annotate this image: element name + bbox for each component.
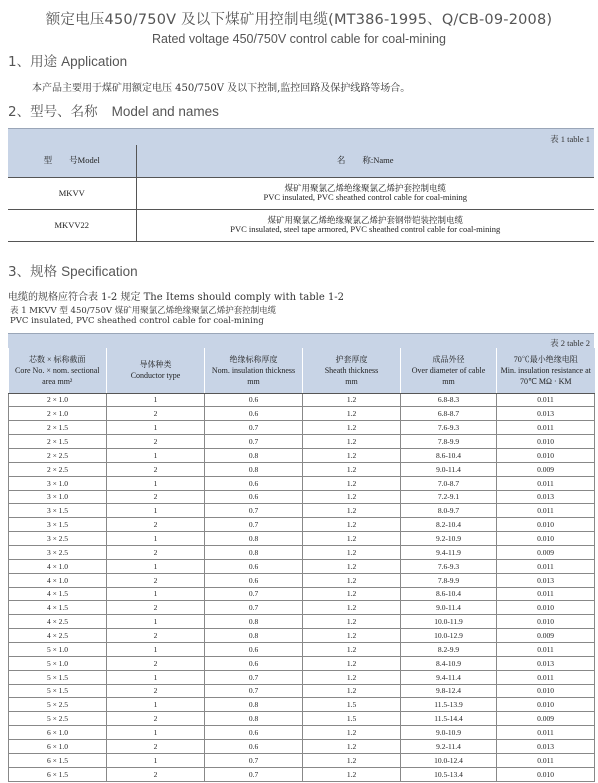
insulation-thickness-cell: 0.8 <box>205 532 303 546</box>
conductor-type-cell: 2 <box>107 767 205 781</box>
sheath-thickness-cell: 1.2 <box>303 545 401 559</box>
conductor-type-cell: 1 <box>107 753 205 767</box>
header-line: mm <box>247 376 260 386</box>
table-row <box>8 177 594 209</box>
outer-diameter-cell: 7.8-9.9 <box>401 435 497 449</box>
insulation-resistance-cell: 0.011 <box>497 670 595 684</box>
outer-diameter-cell: 10.0-12.9 <box>401 629 497 643</box>
insulation-resistance-cell: 0.011 <box>497 753 595 767</box>
table-row <box>9 739 595 753</box>
page-title: 额定电压450/750V 及以下煤矿用控制电缆(MT386-1995、Q/CB-09-2008) <box>45 12 553 28</box>
conductor-type-cell: 2 <box>107 462 205 476</box>
model-cell: MKVV22 <box>8 209 136 241</box>
insulation-thickness-cell: 0.6 <box>205 642 303 656</box>
table-row <box>9 504 595 518</box>
insulation-resistance-cell: 0.010 <box>497 518 595 532</box>
insulation-resistance-cell: 0.010 <box>497 532 595 546</box>
page-subtitle: Rated voltage 450/750V control cable for coal-mining <box>152 32 446 46</box>
conductor-type-cell: 1 <box>107 587 205 601</box>
table-row <box>9 435 595 449</box>
table-row <box>9 767 595 781</box>
insulation-thickness-cell: 0.6 <box>205 726 303 740</box>
outer-diameter-cell: 9.0-11.4 <box>401 462 497 476</box>
core-section-cell: 6 × 1.5 <box>9 753 107 767</box>
core-section-cell: 5 × 2.5 <box>9 698 107 712</box>
core-section-cell: 3 × 1.0 <box>9 476 107 490</box>
sheath-thickness-cell: 1.2 <box>303 670 401 684</box>
section-specification-heading <box>8 260 138 280</box>
insulation-resistance-cell: 0.009 <box>497 712 595 726</box>
sheath-thickness-cell: 1.2 <box>303 573 401 587</box>
table-row <box>9 670 595 684</box>
insulation-thickness-cell: 0.8 <box>205 615 303 629</box>
core-section-cell: 5 × 1.5 <box>9 670 107 684</box>
header-line: Over diameter of cable <box>411 365 486 375</box>
table-row <box>8 209 594 241</box>
sheath-thickness-cell: 1.2 <box>303 601 401 615</box>
conductor-type-cell: 1 <box>107 559 205 573</box>
outer-diameter-cell: 7.2-9.1 <box>401 490 497 504</box>
table-row <box>9 601 595 615</box>
insulation-thickness-cell: 0.8 <box>205 629 303 643</box>
core-section-cell: 4 × 1.0 <box>9 559 107 573</box>
table-row <box>9 615 595 629</box>
header-insulation-resistance <box>497 348 595 393</box>
conductor-type-cell: 1 <box>107 421 205 435</box>
insulation-thickness-cell: 0.7 <box>205 518 303 532</box>
table-row <box>9 698 595 712</box>
outer-diameter-cell: 9.4-11.9 <box>401 545 497 559</box>
model-table <box>8 128 594 242</box>
outer-diameter-cell: 11.5-14.4 <box>401 712 497 726</box>
sheath-thickness-cell: 1.2 <box>303 587 401 601</box>
core-section-cell: 5 × 1.5 <box>9 684 107 698</box>
header-outer-diameter <box>401 348 497 393</box>
name-cell <box>136 209 594 241</box>
table-row <box>9 518 595 532</box>
core-section-cell: 6 × 1.5 <box>9 767 107 781</box>
conductor-type-cell: 1 <box>107 393 205 407</box>
header-line: mm <box>442 376 455 386</box>
insulation-thickness-cell: 0.7 <box>205 753 303 767</box>
conductor-type-cell: 1 <box>107 476 205 490</box>
outer-diameter-cell: 9.0-11.4 <box>401 601 497 615</box>
header-conductor-type <box>107 348 205 393</box>
header-name: 名 称:Name <box>136 145 594 177</box>
insulation-thickness-cell: 0.7 <box>205 670 303 684</box>
insulation-resistance-cell: 0.010 <box>497 601 595 615</box>
insulation-resistance-cell: 0.013 <box>497 490 595 504</box>
outer-diameter-cell: 8.6-10.4 <box>401 587 497 601</box>
sheath-thickness-cell: 1.2 <box>303 518 401 532</box>
table-row <box>9 629 595 643</box>
heading-en: Specification <box>61 264 138 279</box>
conductor-type-cell: 2 <box>107 684 205 698</box>
sheath-thickness-cell: 1.2 <box>303 532 401 546</box>
core-section-cell: 6 × 1.0 <box>9 739 107 753</box>
insulation-resistance-cell: 0.011 <box>497 421 595 435</box>
sheath-thickness-cell: 1.2 <box>303 559 401 573</box>
table-row <box>9 490 595 504</box>
outer-diameter-cell: 8.6-10.4 <box>401 448 497 462</box>
insulation-thickness-cell: 0.8 <box>205 448 303 462</box>
core-section-cell: 3 × 2.5 <box>9 545 107 559</box>
heading-en: Model and names <box>111 104 219 119</box>
conductor-type-cell: 1 <box>107 615 205 629</box>
insulation-thickness-cell: 0.8 <box>205 545 303 559</box>
sheath-thickness-cell: 1.2 <box>303 476 401 490</box>
core-section-cell: 3 × 1.5 <box>9 518 107 532</box>
insulation-thickness-cell: 0.8 <box>205 698 303 712</box>
insulation-resistance-cell: 0.011 <box>497 476 595 490</box>
sheath-thickness-cell: 1.2 <box>303 629 401 643</box>
outer-diameter-cell: 9.2-11.4 <box>401 739 497 753</box>
outer-diameter-cell: 10.0-11.9 <box>401 615 497 629</box>
insulation-resistance-cell: 0.010 <box>497 615 595 629</box>
table-row <box>9 407 595 421</box>
core-section-cell: 5 × 1.0 <box>9 656 107 670</box>
table-row <box>9 684 595 698</box>
core-section-cell: 4 × 1.5 <box>9 587 107 601</box>
conductor-type-cell: 2 <box>107 601 205 615</box>
table-row <box>9 393 595 407</box>
table-row <box>9 476 595 490</box>
header-line: 70℃最小绝缘电阻 <box>513 354 578 364</box>
sheath-thickness-cell: 1.2 <box>303 462 401 476</box>
sheath-thickness-cell: 1.2 <box>303 504 401 518</box>
table-note-zh: 表 1 MKVV 型 450/750V 煤矿用聚氯乙烯绝缘聚氯乙烯护套控制电缆 <box>10 306 277 316</box>
outer-diameter-cell: 8.2-9.9 <box>401 642 497 656</box>
table-header-row <box>9 348 595 393</box>
insulation-resistance-cell: 0.013 <box>497 739 595 753</box>
name-zh: 煤矿用聚氯乙烯绝缘聚氯乙烯护套控制电缆 <box>284 183 446 193</box>
conductor-type-cell: 1 <box>107 448 205 462</box>
outer-diameter-cell: 7.6-9.3 <box>401 559 497 573</box>
outer-diameter-cell: 10.0-12.4 <box>401 753 497 767</box>
conductor-type-cell: 2 <box>107 573 205 587</box>
header-line: Nom. insulation thickness <box>211 365 296 375</box>
core-section-cell: 2 × 2.5 <box>9 448 107 462</box>
sheath-thickness-cell: 1.5 <box>303 698 401 712</box>
core-section-cell: 5 × 1.0 <box>9 642 107 656</box>
insulation-resistance-cell: 0.011 <box>497 504 595 518</box>
core-section-cell: 4 × 1.5 <box>9 601 107 615</box>
table-row <box>9 448 595 462</box>
table-caption: 表 1 table 1 <box>8 128 594 145</box>
table-row <box>9 462 595 476</box>
header-line: 绝缘标称厚度 <box>229 354 278 364</box>
section-model-heading <box>8 100 219 120</box>
sheath-thickness-cell: 1.2 <box>303 684 401 698</box>
sheath-thickness-cell: 1.2 <box>303 407 401 421</box>
sheath-thickness-cell: 1.2 <box>303 726 401 740</box>
table-row <box>9 559 595 573</box>
sheath-thickness-cell: 1.2 <box>303 753 401 767</box>
sheath-thickness-cell: 1.2 <box>303 656 401 670</box>
table-row <box>9 726 595 740</box>
table-note <box>10 306 276 326</box>
core-section-cell: 2 × 1.0 <box>9 407 107 421</box>
name-en: PVC insulated, steel tape armored, PVC sheathed control cable for coal-mining <box>230 224 501 234</box>
table-row <box>9 532 595 546</box>
conductor-type-cell: 1 <box>107 698 205 712</box>
table-row <box>9 642 595 656</box>
insulation-thickness-cell: 0.6 <box>205 739 303 753</box>
name-cell <box>136 177 594 209</box>
outer-diameter-cell: 6.8-8.3 <box>401 393 497 407</box>
header-line: Conductor type <box>130 371 181 381</box>
insulation-thickness-cell: 0.6 <box>205 393 303 407</box>
conductor-type-cell: 2 <box>107 490 205 504</box>
insulation-resistance-cell: 0.011 <box>497 559 595 573</box>
conductor-type-cell: 2 <box>107 518 205 532</box>
header-insulation-thickness <box>205 348 303 393</box>
insulation-thickness-cell: 0.6 <box>205 476 303 490</box>
sheath-thickness-cell: 1.2 <box>303 739 401 753</box>
header-core-section <box>9 348 107 393</box>
insulation-resistance-cell: 0.010 <box>497 448 595 462</box>
header-sheath-thickness <box>303 348 401 393</box>
name-zh: 煤矿用聚氯乙烯绝缘聚氯乙烯护套钢带铠装控制电缆 <box>267 215 463 225</box>
core-section-cell: 3 × 2.5 <box>9 532 107 546</box>
insulation-thickness-cell: 0.7 <box>205 435 303 449</box>
conductor-type-cell: 2 <box>107 656 205 670</box>
insulation-resistance-cell: 0.009 <box>497 545 595 559</box>
outer-diameter-cell: 8.2-10.4 <box>401 518 497 532</box>
insulation-resistance-cell: 0.010 <box>497 767 595 781</box>
sheath-thickness-cell: 1.5 <box>303 712 401 726</box>
header-line: 芯数 × 标称截面 <box>28 354 86 364</box>
conductor-type-cell: 1 <box>107 504 205 518</box>
conductor-type-cell: 1 <box>107 726 205 740</box>
insulation-resistance-cell: 0.009 <box>497 629 595 643</box>
spec-note: 电缆的规格应符合表 1-2 规定 The Items should comply with table 1-2 <box>8 292 345 303</box>
sheath-thickness-cell: 1.2 <box>303 615 401 629</box>
conductor-type-cell: 1 <box>107 532 205 546</box>
insulation-resistance-cell: 0.010 <box>497 698 595 712</box>
outer-diameter-cell: 7.8-9.9 <box>401 573 497 587</box>
outer-diameter-cell: 9.0-10.9 <box>401 726 497 740</box>
sheath-thickness-cell: 1.2 <box>303 393 401 407</box>
table-row <box>9 656 595 670</box>
conductor-type-cell: 2 <box>107 435 205 449</box>
outer-diameter-cell: 9.4-11.4 <box>401 670 497 684</box>
insulation-thickness-cell: 0.7 <box>205 504 303 518</box>
outer-diameter-cell: 8.4-10.9 <box>401 656 497 670</box>
sheath-thickness-cell: 1.2 <box>303 642 401 656</box>
header-line: Sheath thickness <box>324 365 379 375</box>
insulation-resistance-cell: 0.009 <box>497 462 595 476</box>
outer-diameter-cell: 6.8-8.7 <box>401 407 497 421</box>
name-en: PVC insulated, PVC sheathed control cable for coal-mining <box>263 192 467 202</box>
heading-zh: 2、型号、名称 <box>8 104 98 120</box>
insulation-resistance-cell: 0.013 <box>497 407 595 421</box>
conductor-type-cell: 2 <box>107 407 205 421</box>
header-line: mm <box>345 376 358 386</box>
table-note-en: PVC insulated, PVC sheathed control cable for coal-mining <box>10 316 264 326</box>
table-row <box>9 587 595 601</box>
insulation-resistance-cell: 0.011 <box>497 587 595 601</box>
header-line: Min. insulation resistance at <box>500 365 591 375</box>
insulation-thickness-cell: 0.6 <box>205 490 303 504</box>
core-section-cell: 2 × 1.5 <box>9 421 107 435</box>
core-section-cell: 6 × 1.0 <box>9 726 107 740</box>
insulation-thickness-cell: 0.7 <box>205 601 303 615</box>
model-cell: MKVV <box>8 177 136 209</box>
spec-table <box>8 333 594 782</box>
insulation-thickness-cell: 0.8 <box>205 712 303 726</box>
core-section-cell: 3 × 1.0 <box>9 490 107 504</box>
table-row <box>9 753 595 767</box>
sheath-thickness-cell: 1.2 <box>303 490 401 504</box>
table-header-row <box>8 145 594 177</box>
table-caption: 表 2 table 2 <box>8 333 594 348</box>
header-model: 型 号Model <box>8 145 136 177</box>
sheath-thickness-cell: 1.2 <box>303 421 401 435</box>
header-line: area mm² <box>42 376 73 386</box>
conductor-type-cell: 2 <box>107 629 205 643</box>
outer-diameter-cell: 7.0-8.7 <box>401 476 497 490</box>
outer-diameter-cell: 7.6-9.3 <box>401 421 497 435</box>
insulation-resistance-cell: 0.013 <box>497 656 595 670</box>
core-section-cell: 5 × 2.5 <box>9 712 107 726</box>
insulation-resistance-cell: 0.010 <box>497 684 595 698</box>
insulation-thickness-cell: 0.6 <box>205 559 303 573</box>
outer-diameter-cell: 9.8-12.4 <box>401 684 497 698</box>
insulation-resistance-cell: 0.013 <box>497 573 595 587</box>
core-section-cell: 3 × 1.5 <box>9 504 107 518</box>
core-section-cell: 4 × 2.5 <box>9 615 107 629</box>
outer-diameter-cell: 10.5-13.4 <box>401 767 497 781</box>
table-row <box>9 421 595 435</box>
heading-zh: 3、规格 <box>8 264 58 280</box>
heading-zh: 1、用途 <box>8 54 58 70</box>
conductor-type-cell: 1 <box>107 670 205 684</box>
insulation-resistance-cell: 0.011 <box>497 642 595 656</box>
insulation-thickness-cell: 0.6 <box>205 407 303 421</box>
application-text: 本产品主要用于煤矿用额定电压 450/750V 及以下控制,监控回路及保护线路等场合。 <box>32 83 411 94</box>
outer-diameter-cell: 9.2-10.9 <box>401 532 497 546</box>
insulation-thickness-cell: 0.7 <box>205 587 303 601</box>
core-section-cell: 2 × 1.5 <box>9 435 107 449</box>
heading-en: Application <box>61 54 128 69</box>
insulation-thickness-cell: 0.8 <box>205 462 303 476</box>
table-row <box>9 573 595 587</box>
header-line: 导体种类 <box>139 360 172 370</box>
insulation-thickness-cell: 0.7 <box>205 767 303 781</box>
header-line: 成品外径 <box>432 354 465 364</box>
core-section-cell: 4 × 2.5 <box>9 629 107 643</box>
insulation-thickness-cell: 0.6 <box>205 573 303 587</box>
sheath-thickness-cell: 1.2 <box>303 435 401 449</box>
insulation-resistance-cell: 0.010 <box>497 435 595 449</box>
header-line: 70℃ MΩ · KM <box>519 376 572 386</box>
table-row <box>9 545 595 559</box>
sheath-thickness-cell: 1.2 <box>303 767 401 781</box>
core-section-cell: 2 × 2.5 <box>9 462 107 476</box>
sheath-thickness-cell: 1.2 <box>303 448 401 462</box>
outer-diameter-cell: 8.0-9.7 <box>401 504 497 518</box>
insulation-resistance-cell: 0.011 <box>497 393 595 407</box>
header-line: 护套厚度 <box>335 354 368 364</box>
section-application-heading <box>8 50 127 70</box>
insulation-thickness-cell: 0.7 <box>205 684 303 698</box>
insulation-resistance-cell: 0.011 <box>497 726 595 740</box>
core-section-cell: 2 × 1.0 <box>9 393 107 407</box>
core-section-cell: 4 × 1.0 <box>9 573 107 587</box>
insulation-thickness-cell: 0.6 <box>205 656 303 670</box>
table-row <box>9 712 595 726</box>
conductor-type-cell: 2 <box>107 545 205 559</box>
conductor-type-cell: 2 <box>107 712 205 726</box>
header-line: Core No. × nom. sectional <box>15 365 100 375</box>
insulation-thickness-cell: 0.7 <box>205 421 303 435</box>
conductor-type-cell: 2 <box>107 739 205 753</box>
outer-diameter-cell: 11.5-13.9 <box>401 698 497 712</box>
conductor-type-cell: 1 <box>107 642 205 656</box>
